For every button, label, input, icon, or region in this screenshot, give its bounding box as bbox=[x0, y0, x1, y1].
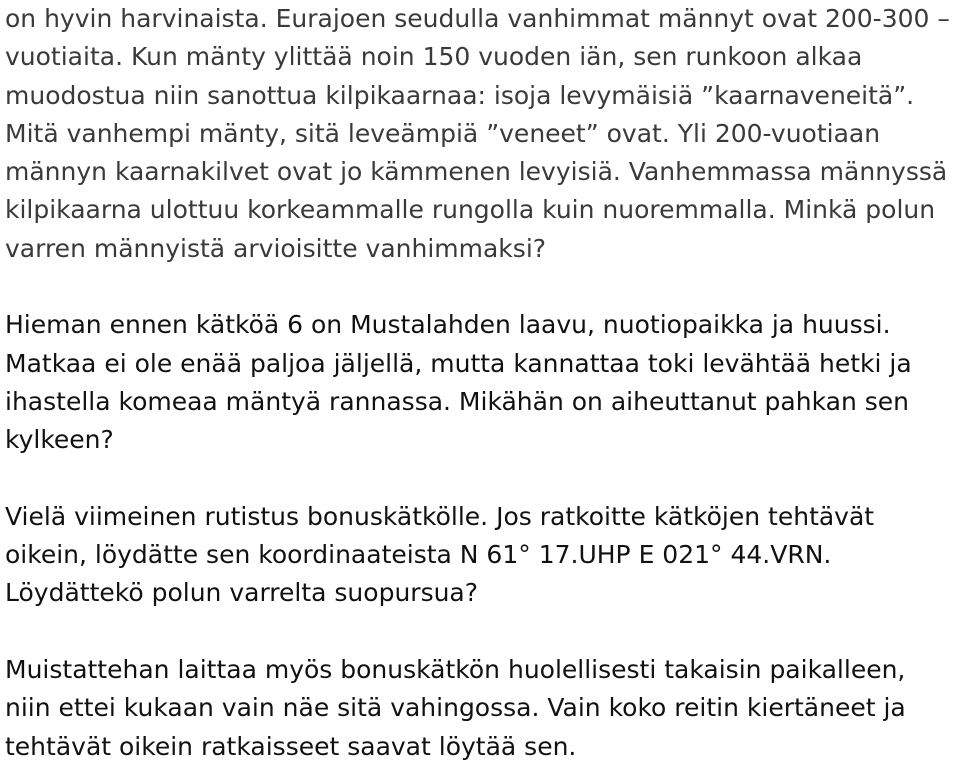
paragraph-gap bbox=[5, 268, 956, 306]
paragraph-return-cache bbox=[5, 651, 956, 766]
text-line: Löydättekö polun varrelta suopursua? bbox=[5, 578, 479, 608]
text-line: oikein, löydätte sen koordinaateista N 61° 17.UHP E 021° 44.VRN. bbox=[5, 540, 832, 570]
paragraph-mustalahti-shelter bbox=[5, 306, 956, 459]
text-line: Hieman ennen kätköä 6 on Mustalahden laavu, nuotiopaikka ja huussi. bbox=[5, 310, 891, 340]
text-line: on hyvin harvinaista. Eurajoen seudulla vanhimmat männyt ovat 200-300 – bbox=[5, 4, 950, 33]
text-line: Muistattehan laittaa myös bonuskätkön huolellisesti takaisin paikalleen, bbox=[5, 655, 906, 685]
paragraph-gap bbox=[5, 460, 956, 498]
text-line: Vielä viimeinen rutistus bonuskätkölle. Jos ratkoitte kätköjen tehtävät bbox=[5, 501, 875, 531]
text-line: Matkaa ei ole enää paljoa jäljellä, mutta kannattaa toki levähtää hetki ja bbox=[5, 348, 912, 378]
text-line: vuotiaita. Kun mänty ylittää noin 150 vuoden iän, sen runkoon alkaa bbox=[5, 42, 863, 72]
text-line: varren männyistä arvioisitte vanhimmaksi? bbox=[5, 233, 547, 263]
text-line: kilpikaarna ulottuu korkeammalle rungolla kuin nuoremmalla. Minkä polun bbox=[5, 195, 936, 225]
text-line: muodostua niin sanottua kilpikaarnaa: isoja levymäisiä ”kaarnaveneitä”. bbox=[5, 80, 915, 110]
text-line: Mitä vanhempi mänty, sitä leveämpiä ”veneet” ovat. Yli 200-vuotiaan bbox=[5, 118, 881, 148]
paragraph-bonus-cache bbox=[5, 498, 956, 613]
text-line: kylkeen? bbox=[5, 425, 114, 455]
text-line: tehtävät oikein ratkaisseet saavat löytää sen. bbox=[5, 731, 577, 761]
text-line: ihastella komeaa mäntyä rannassa. Mikähän on aiheuttanut pahkan sen bbox=[5, 386, 909, 416]
text-line: niin ettei kukaan vain näe sitä vahingossa. Vain koko reitin kiertäneet ja bbox=[5, 693, 906, 723]
text-line: männyn kaarnakilvet ovat jo kämmenen levyisiä. Vanhemmassa männyssä bbox=[5, 157, 948, 187]
paragraph-gap bbox=[5, 613, 956, 651]
paragraph-pine-age bbox=[5, 0, 956, 268]
